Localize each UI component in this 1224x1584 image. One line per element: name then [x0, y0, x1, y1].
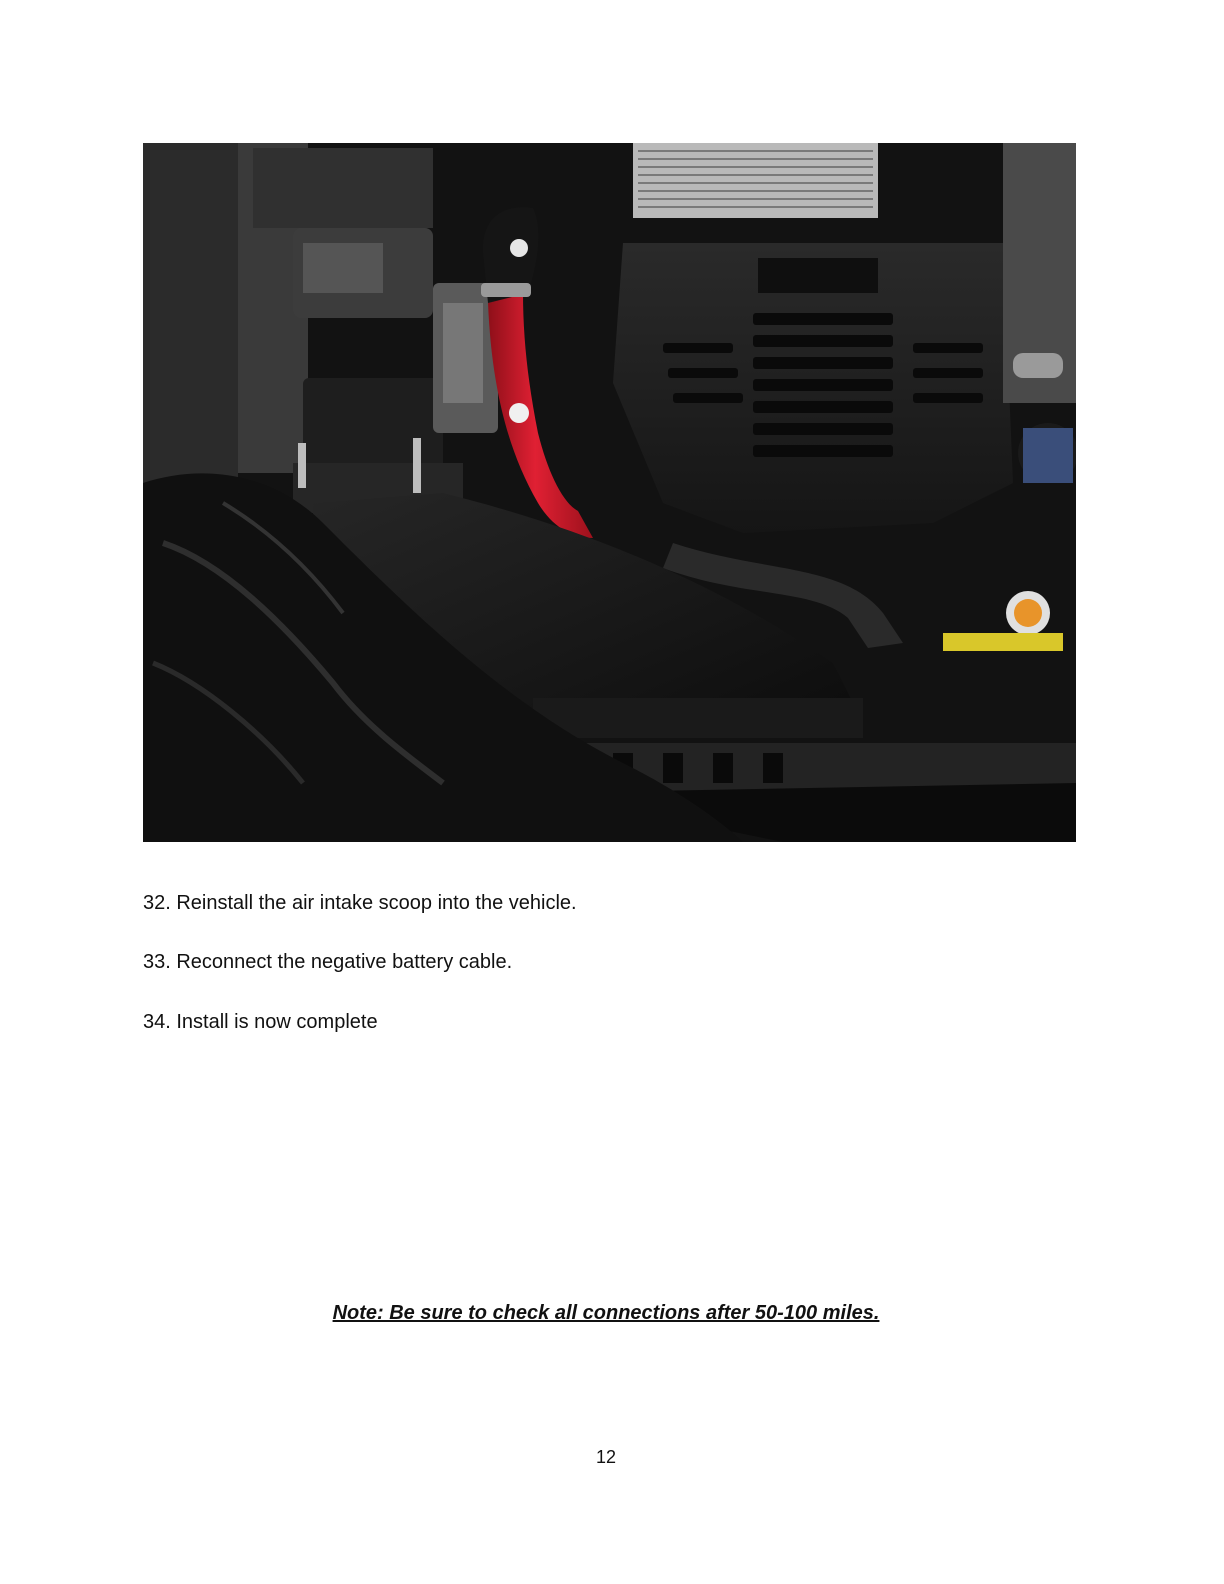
step-33-text: 33. Reconnect the negative battery cable.	[143, 951, 513, 973]
engine-bay-illustration	[143, 143, 1076, 842]
step-32-text: 32. Reinstall the air intake scoop into the vehicle.	[143, 892, 577, 914]
page-number: 12	[595, 1447, 617, 1467]
step-34-text: 34. Install is now complete	[143, 1011, 378, 1033]
engine-bay-photo	[143, 143, 1076, 842]
maintenance-note: Note: Be sure to check all connections after 50-100 miles.	[332, 1302, 880, 1324]
